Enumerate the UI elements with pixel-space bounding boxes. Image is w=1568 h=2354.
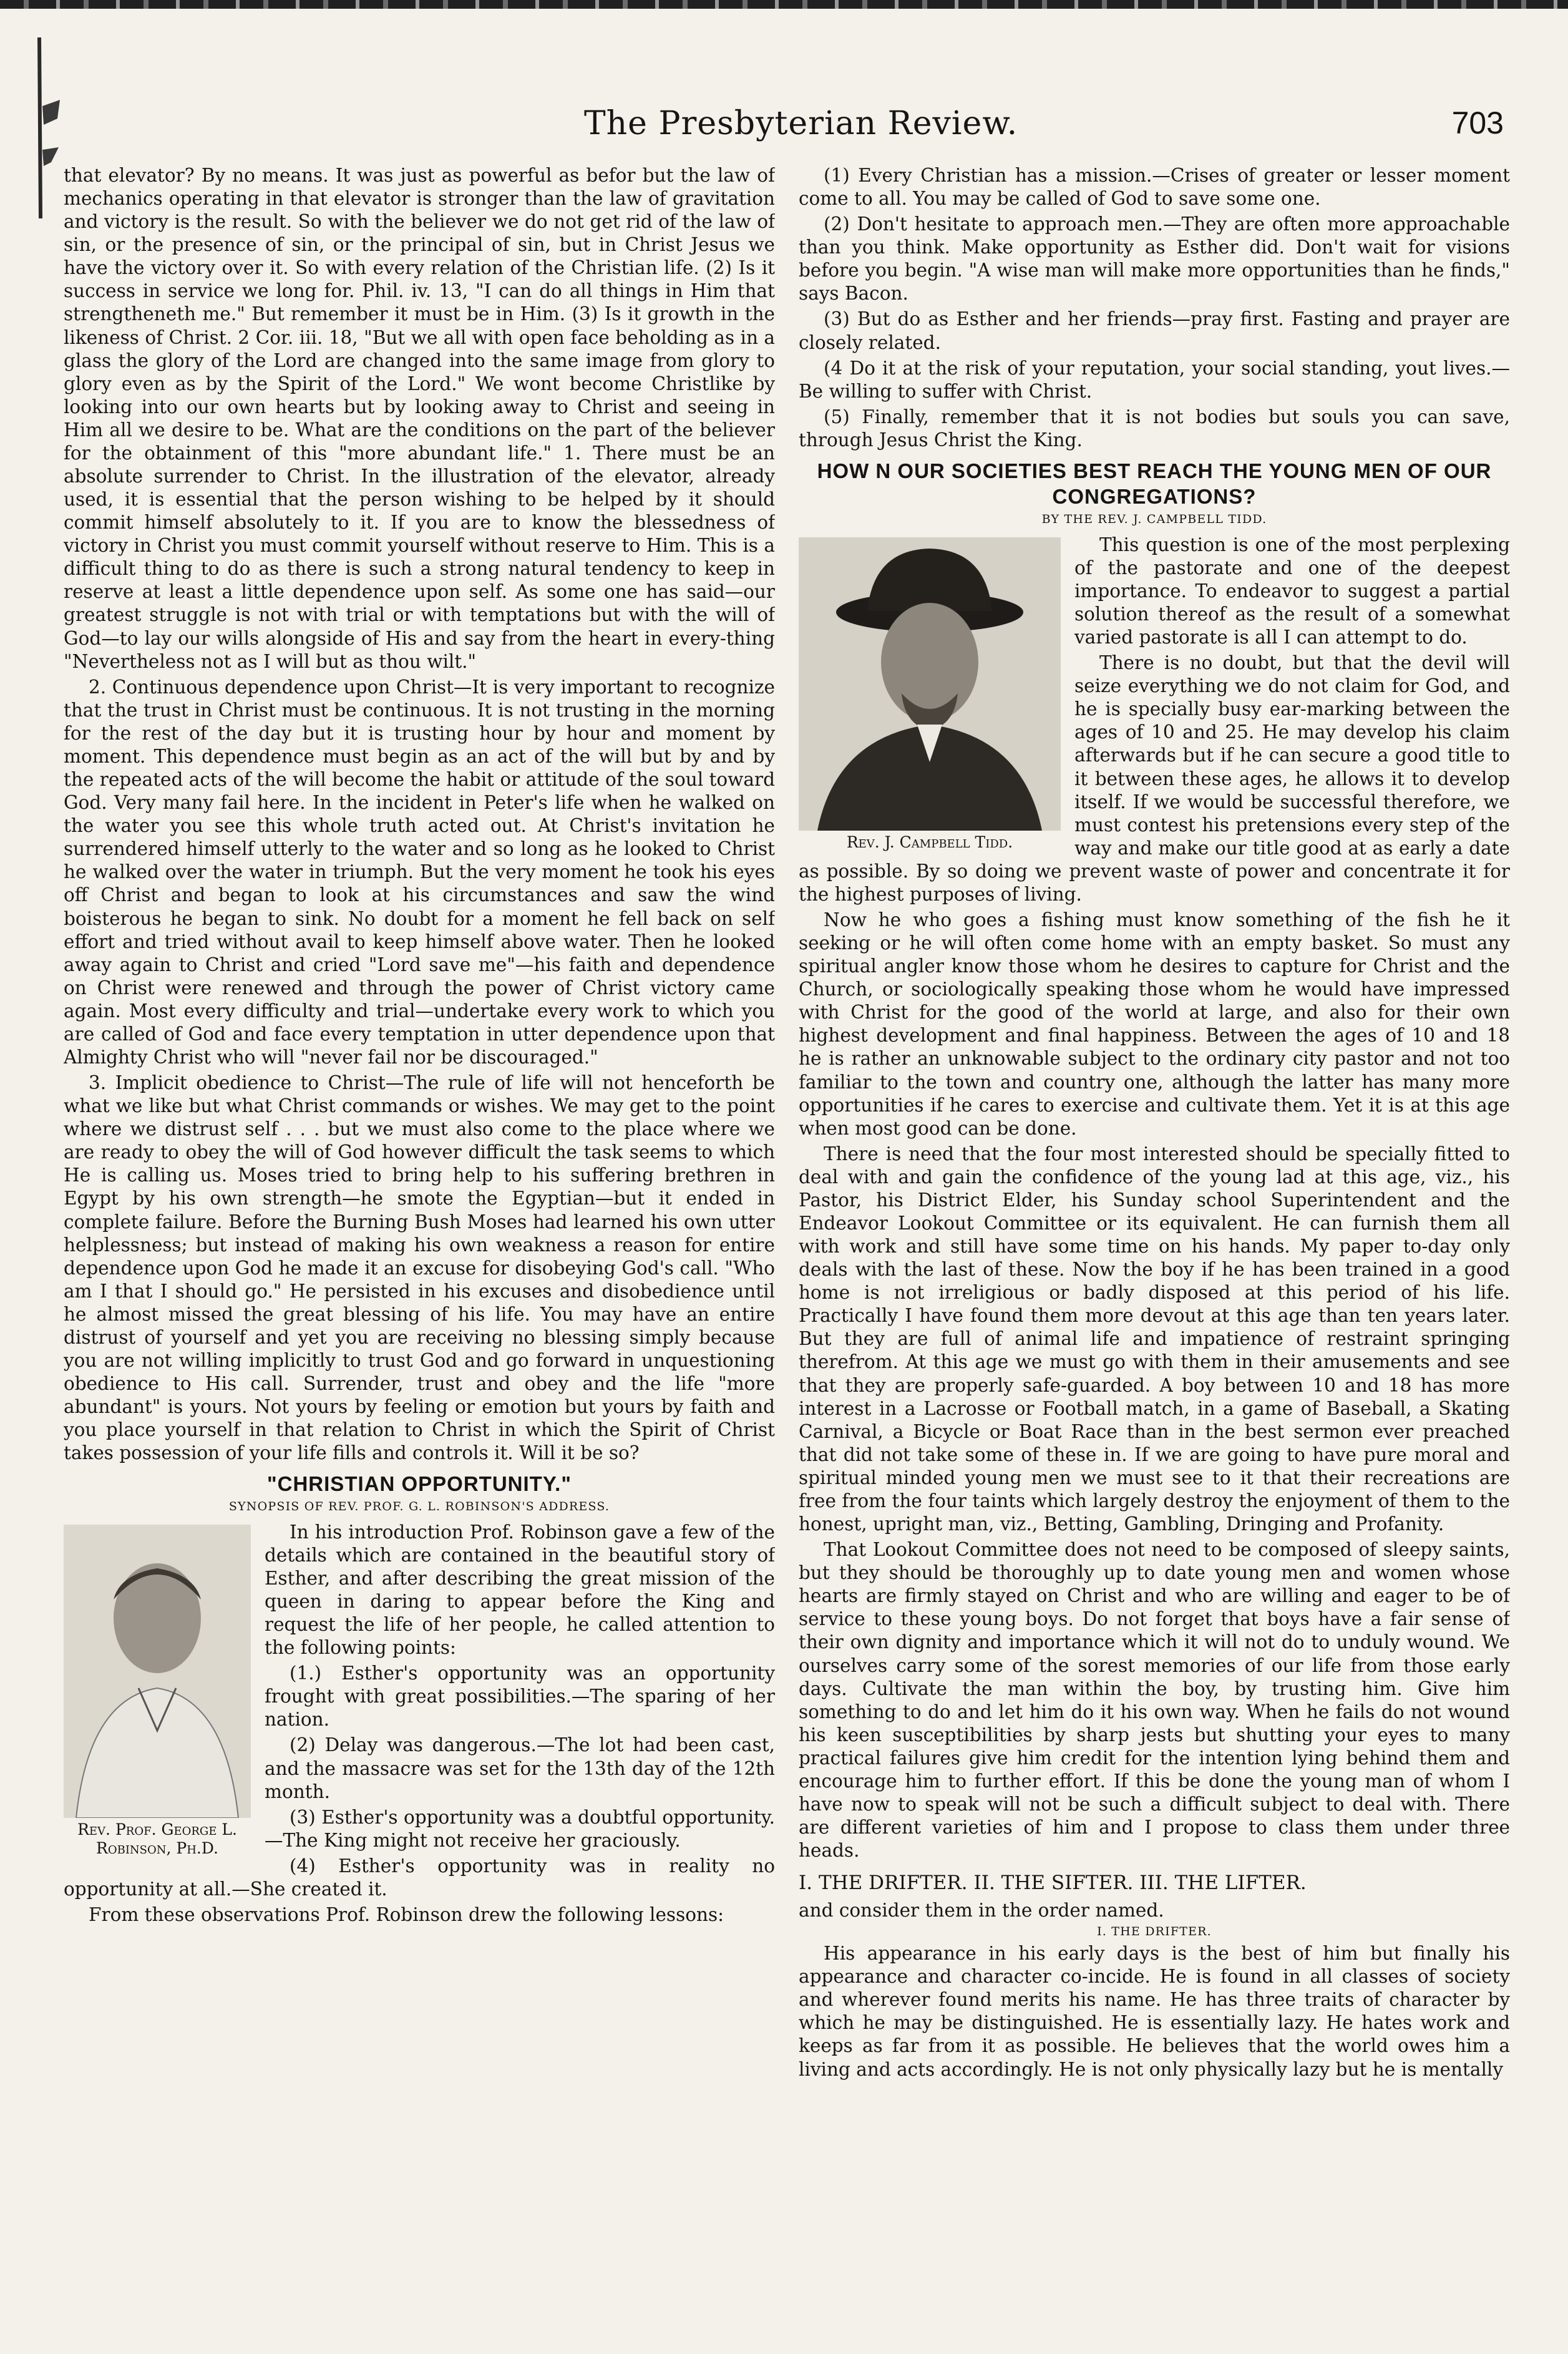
right-column xyxy=(799,164,1510,2330)
lesson-item: (5) Finally, remember that it is not bodies but souls you can save, through Jesus Christ the King. xyxy=(799,406,1510,451)
point-item: (4) Esther's opportunity was in reality no opportunity at all.—She created it. xyxy=(64,1855,775,1900)
running-head xyxy=(206,105,1504,155)
article-subtitle: SYNOPSIS OF REV. PROF. G. L. ROBINSON'S ADDRESS. xyxy=(228,1499,610,1513)
lesson-item: (2) Don't hesitate to approach men.—They are often more approachable than you think. Make opportunity as Esther did. Don't wait for visions before you begin. "A wise man will make more opportunities than he finds," says Bacon. xyxy=(799,213,1510,305)
classes-follow: and consider them in the order named. xyxy=(799,1900,1164,1922)
article-intro: In his introduction Prof. Robinson gave a few of the details which are contained in the beautiful story of Esther, and after describing the great mission of the queen in daring to appear before the King and request the life of her people, he called attention to the following points: xyxy=(265,1521,775,1659)
caption-line: Robinson, Ph.D. xyxy=(96,1839,218,1857)
portrait-image xyxy=(799,537,1061,831)
portrait-tidd xyxy=(799,537,1061,852)
page-top-rule xyxy=(0,0,1568,9)
paragraph: There is need that the four most interested should be specially fitted to deal with and gain the confidence of the young lad at this age, viz., his Pastor, his District Elder, his Sunday school Superintendent and the Endeavor Lookout Committee or its equivalent. He can furnish them all with work and still have some time on his hands. My paper to-day only deals with the last of these. Now the boy if he has been trained in a good home is not irreligious or badly disposed at this period of his life. Practically I have found them more devout at this age than ten years later. But they are full of animal life and impatience of restraint springing therefrom. At this age we must go with them in their amusements and see that they are properly safe-guarded. A boy between 10 and 18 has more interest in a Lacrosse or Football match, in a game of Baseball, a Skating Carnival, a Bicycle or Boat Race than in the best sermon ever preached that did not take some of these in. If we are going to have pure moral and spiritual minded young men we must see to it that their recreations are free from the four taints which largely destroy the enjoyment of them to the honest, upright man, viz., Betting, Gambling, Dringing and Profanity. xyxy=(799,1143,1510,1535)
page-title: The Presbyterian Review. xyxy=(584,105,1018,142)
lesson-item: (3) But do as Esther and her friends—pray first. Fasting and prayer are closely related. xyxy=(799,308,1510,353)
article-intro: This question is one of the most perplexing of the pastorate and one of the deepest importance. To endeavor to suggest a partial solution thereof as the result of a somewhat varied pastorate is all I can attempt to do. xyxy=(1074,534,1510,648)
classes-heading: I. THE DRIFTER. II. THE SIFTER. III. THE LIFTER. xyxy=(799,1872,1307,1895)
portrait-caption xyxy=(64,1820,251,1858)
portrait-image xyxy=(64,1525,251,1818)
point-item: (3) Esther's opportunity was a doubtful opportunity.—The King might not receive her graciously. xyxy=(265,1806,775,1851)
article-title: "CHRISTIAN OPPORTUNITY." xyxy=(267,1472,572,1496)
point-item: (2) Delay was dangerous.—The lot had been cast, and the massacre was set for the 13th day of the 12th month. xyxy=(265,1734,775,1802)
paragraph: Now he who goes a fishing must know something of the fish he it seeking or he will often come home with an empty basket. So must any spiritual angler know those whom he desires to capture for Christ and the Church, or sociologically speaking those whom he would have impressed with Christ for the good of the world at large, and also for their own highest development and final happiness. Between the ages of 10 and 18 he is rather an unknowable subject to the ordinary city pastor and not too familiar to the town and country one, although the latter has many more opportunities if he cares to exercise and cultivate them. Yet it is at this age when most good can be done. xyxy=(799,909,1510,1139)
page-number: 703 xyxy=(1451,105,1504,140)
section-heading-drifter: I. THE DRIFTER. xyxy=(1097,1925,1212,1939)
portrait-robinson xyxy=(64,1525,251,1858)
margin-ornament xyxy=(32,37,61,218)
paragraph: There is no doubt, but that the devil will seize everything we do not claim for God, and he is specially busy ear-marking between the ages of 10 and 25. He may develop his claim afterwards but if he can secure a good title to it between these ages, he allows it to develop itself. If we would be successful therefore, we must contest his pretensions every step of the way and make our title good at as early a date as possible. By so doing we prevent waste of power and concentrate it for the highest purposes of living. xyxy=(799,652,1510,905)
article-title: HOW N OUR SOCIETIES BEST REACH THE YOUNG MEN OF OUR CONGREGATIONS? xyxy=(817,459,1492,509)
paragraph: that elevator? By no means. It was just as powerful as befor but the law of mechanics operating in that elevator is stronger than the law of gravitation and victory is the result. So with the believer we do not get rid of the law of sin, or the presence of sin, or the principal of sin, but in Christ Jesus we have the victory over it. So with every relation of the Christian life. (2) Is it success in service we long for. Phil. iv. 13, "I can do all things in Him that strengtheneth me." But remember it must be in Him. (3) Is it growth in the likeness of Christ. 2 Cor. iii. 18, "But we all with open face beholding as in a glass the glory of the Lord are changed into the same image from glory to glory even as by the Spirit of the Lord." We wont become Christlike by looking into our own hearts but by looking away to Christ and seeing in Him all we desire to be. What are the conditions on the part of the believer for the obtainment of this "more abundant life." 1. There must be an absolute surrender to Christ. In the illustration of the elevator, already used, it is essential that the person wishing to be helped by it should commit himself absolutely to it. If you are to know the blessedness of victory in Christ you must commit yourself without reserve to Him. This is a difficult thing to do as there is such a strong natural tendency to keep in reserve at least a little dependence upon self. As some one has said—our greatest struggle is not with trial or with temptations but with the will of God—to lay our wills alongside of His and say from the heart in every-thing "Nevertheless not as I will but as thou wilt." xyxy=(64,165,775,672)
left-column xyxy=(64,164,775,2330)
portrait-caption: Rev. J. Campbell Tidd. xyxy=(846,833,1013,851)
paragraph: 3. Implicit obedience to Christ—The rule of life will not henceforth be what we like but what Christ commands or wishes. We may get to the point where we distrust self . . . but we must also come to the place where we are ready to obey the will of God however difficult the task seems to which He is calling us. Moses tried to bring help to his suffering brethren in Egypt by his own strength—he smote the Egyptian—but it ended in complete failure. Before the Burning Bush Moses had learned his own utter helplessness; but instead of making his own weakness a reason for entire dependence upon God he made it an excuse for disobeying God's call. "Who am I that I should go." He persisted in his excuses and disobedience until he almost missed the great blessing of his life. You may have an entire distrust of yourself and yet you are receiving no blessing simply because you are not willing implicitly to trust God and go forward in unquestioning obedience to His call. Surrender, trust and obey and the life "more abundant" is yours. Not yours by feeling or emotion but yours by faith and you place yourself in that relation to Christ in which the Spirit of Christ takes possession of your life fills and controls it. Will it be so? xyxy=(64,1072,775,1464)
paragraph: His appearance in his early days is the best of him but finally his appearance and character co-incide. He is found in all classes of society and wherever found merits his name. He has three traits of character by which he may be distinguished. He is essentially lazy. He hates work and keeps as far from it as possible. He believes that the world owes him a living and acts accordingly. He is not only physically lazy but he is mentally xyxy=(799,1943,1510,2080)
closing-line: From these observations Prof. Robinson drew the following lessons: xyxy=(89,1903,724,1925)
caption-line: Rev. Prof. George L. xyxy=(77,1820,237,1839)
point-item: (1.) Esther's opportunity was an opportunity frought with great possibilities.—The sparing of her nation. xyxy=(265,1663,775,1731)
paragraph: That Lookout Committee does not need to be composed of sleepy saints, but they should be thoroughly up to date young men and women whose hearts are firmly stayed on Christ and who are willing and eager to be of service to these young boys. Do not forget that boys have a fair sense of their own dignity and importance which it will not do to unduly wound. We ourselves carry some of the sorest memories of our life from those early days. Cultivate the man within the boy, by trusting him. Give him something to do and let him do it his own way. When he fails do not wound his keen susceptibilities by sharp jests but shutting your eyes to many practical failures give him credit for the intention lying behind them and encourage him to further effort. If this be done the young man of whom I have now to speak will not be such a difficult subject to deal with. There are different varieties of him and I propose to class them under three heads. xyxy=(799,1539,1510,1862)
lesson-item: (1) Every Christian has a mission.—Crises of greater or lesser moment come to all. You may be called of God to save some one. xyxy=(799,165,1510,210)
article-byline: BY THE REV. J. CAMPBELL TIDD. xyxy=(1041,512,1267,526)
lesson-item: (4 Do it at the risk of your reputation, your social standing, yout lives.—Be willing to suffer with Christ. xyxy=(799,357,1510,402)
paragraph: 2. Continuous dependence upon Christ—It is very important to recognize that the trust in Christ must be continuous. It is not trusting in the morning for the rest of the day but it is trusting hour by hour and moment by moment. This dependence must begin as an act of the will but by and by the repeated acts of the will become the habit or attitude of the soul toward God. Very many fail here. In the incident in Peter's life when he walked on the water you see this whole truth acted out. At Christ's invitation he surrendered himself utterly to the water and so long as he looked to Christ he walked over the water in triumph. But the very moment he took his eyes off Christ and began to look at his circumstances and saw the wind boisterous he began to sink. No doubt for a moment he fell back on self effort and tried without avail to keep himself above water. Then he looked away again to Christ and cried "Lord save me"—his faith and dependence on Christ were renewed and through the power of Christ victory came again. Most every difficulty and trial—undertake every work to which you are called of God and face every temptation in utter dependence upon that Almighty Christ who will "never fail nor be discouraged." xyxy=(64,676,775,1068)
